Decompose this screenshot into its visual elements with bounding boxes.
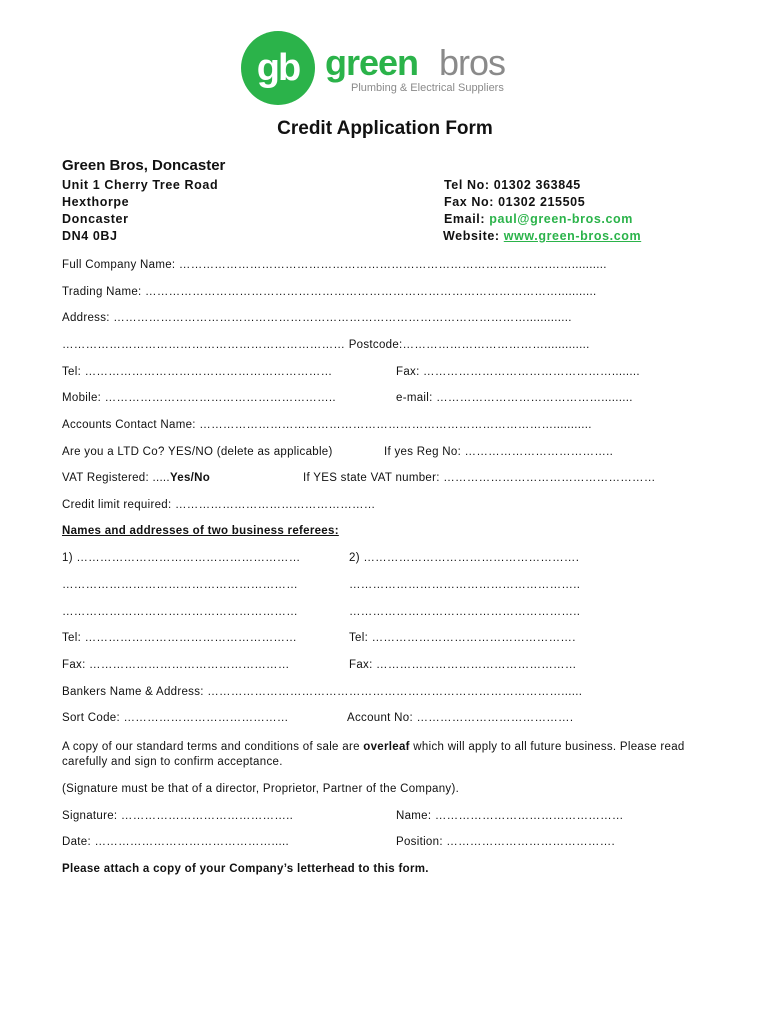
- vat-number-field[interactable]: If YES state VAT number: ………………………………………………: [303, 472, 656, 484]
- company-website-row: [443, 229, 641, 243]
- company-email-row: [444, 212, 633, 226]
- position-field[interactable]: Position: …………………………………….: [396, 836, 615, 848]
- mobile-field[interactable]: Mobile: …………………………………………………..: [62, 392, 336, 404]
- ltd-company-question[interactable]: Are you a LTD Co? YES/NO (delete as applicable): [62, 446, 333, 458]
- signature-note: (Signature must be that of a director, Proprietor, Partner of the Company).: [62, 783, 460, 795]
- referee-1-name-field[interactable]: 1) …………………………………………………: [62, 552, 301, 564]
- company-fax: Fax No: 01302 215505: [444, 195, 586, 209]
- address-line-3: Doncaster: [62, 212, 129, 226]
- referee-2-address-line-1[interactable]: …………………………………………………..: [349, 579, 581, 591]
- trading-name-field[interactable]: Trading Name: ……………………………………………………………………………………………...........: [62, 286, 597, 298]
- referee-2-fax-field[interactable]: Fax: ……………………………………………: [349, 659, 577, 671]
- referee-2-tel-field[interactable]: Tel: …………………………………………….: [349, 632, 576, 644]
- address-postcode: DN4 0BJ: [62, 229, 118, 243]
- terms-text-after: which will apply to all future business. Please read carefully and sign to confirm acceptance.: [62, 741, 685, 768]
- website-label: Website:: [443, 229, 500, 243]
- company-website-link[interactable]: www.green-bros.com: [503, 229, 642, 243]
- full-company-name-field[interactable]: Full Company Name: ………………………………………………………………………………….……..........: [62, 259, 607, 271]
- vat-registered-label: VAT Registered: .....: [62, 472, 170, 484]
- address-line-2: Hexthorpe: [62, 195, 130, 209]
- referee-2-name-field[interactable]: 2) ……………………………………………….: [349, 552, 580, 564]
- referees-heading: Names and addresses of two business referees:: [62, 525, 339, 537]
- name-field[interactable]: Name: …………………………………………: [396, 810, 624, 822]
- sort-code-field[interactable]: Sort Code: ……………………………………: [62, 712, 289, 724]
- date-field[interactable]: Date: ……………………………………….....: [62, 836, 289, 848]
- email-field[interactable]: e-mail: …………………………………….........: [396, 392, 633, 404]
- company-name: Green Bros, Doncaster: [62, 157, 226, 174]
- referee-1-tel-field[interactable]: Tel: ………………………………………………: [62, 632, 297, 644]
- address-line-1: Unit 1 Cherry Tree Road: [62, 178, 219, 192]
- logo-brand-light: bros: [439, 42, 506, 83]
- fax-field[interactable]: Fax: …………………………………………........: [396, 366, 640, 378]
- form-title: Credit Application Form: [277, 118, 493, 139]
- referee-1-address-line-2[interactable]: ……………………………………………………: [62, 606, 298, 618]
- logo-graphic: [241, 31, 531, 105]
- tel-field[interactable]: Tel: ………………………………………………………: [62, 366, 333, 378]
- address-postcode-field[interactable]: ……………………………………………………………… Postcode:……………………………….............: [62, 339, 590, 351]
- logo-brand-bold: green: [325, 42, 419, 83]
- terms-text-before: A copy of our standard terms and conditions of sale are: [62, 741, 364, 753]
- signature-field[interactable]: Signature: ……………………………………..: [62, 810, 294, 822]
- credit-limit-field[interactable]: Credit limit required: ……………………………………………: [62, 499, 376, 511]
- terms-paragraph: [62, 740, 712, 770]
- vat-registered-field[interactable]: [62, 472, 210, 484]
- green-bros-logo: [241, 31, 531, 105]
- referee-2-address-line-2[interactable]: …………………………………………………..: [349, 606, 581, 618]
- company-tel: Tel No: 01302 363845: [444, 178, 581, 192]
- reg-no-field[interactable]: If yes Reg No: ………………………………..: [384, 446, 614, 458]
- logo-monogram: gb: [256, 47, 300, 89]
- referee-1-address-line-1[interactable]: ……………………………………………………: [62, 579, 298, 591]
- accounts-contact-field[interactable]: Accounts Contact Name: ………………………………………………………………………………...........: [62, 419, 592, 431]
- company-email-link[interactable]: paul@green-bros.com: [489, 212, 633, 226]
- bankers-field[interactable]: Bankers Name & Address: ………………………………………………………………………………......: [62, 686, 583, 698]
- account-no-field[interactable]: Account No: ………………………………….: [347, 712, 574, 724]
- vat-registered-options: Yes/No: [169, 472, 211, 484]
- logo-tagline: Plumbing & Electrical Suppliers: [351, 82, 504, 94]
- terms-overleaf: overleaf: [363, 741, 410, 753]
- address-field[interactable]: Address: …………………………………………………………………………………………….............: [62, 312, 572, 324]
- email-label: Email:: [444, 212, 486, 226]
- letterhead-instruction: Please attach a copy of your Company’s letterhead to this form.: [62, 863, 429, 875]
- referee-1-fax-field[interactable]: Fax: ……………………………………………: [62, 659, 290, 671]
